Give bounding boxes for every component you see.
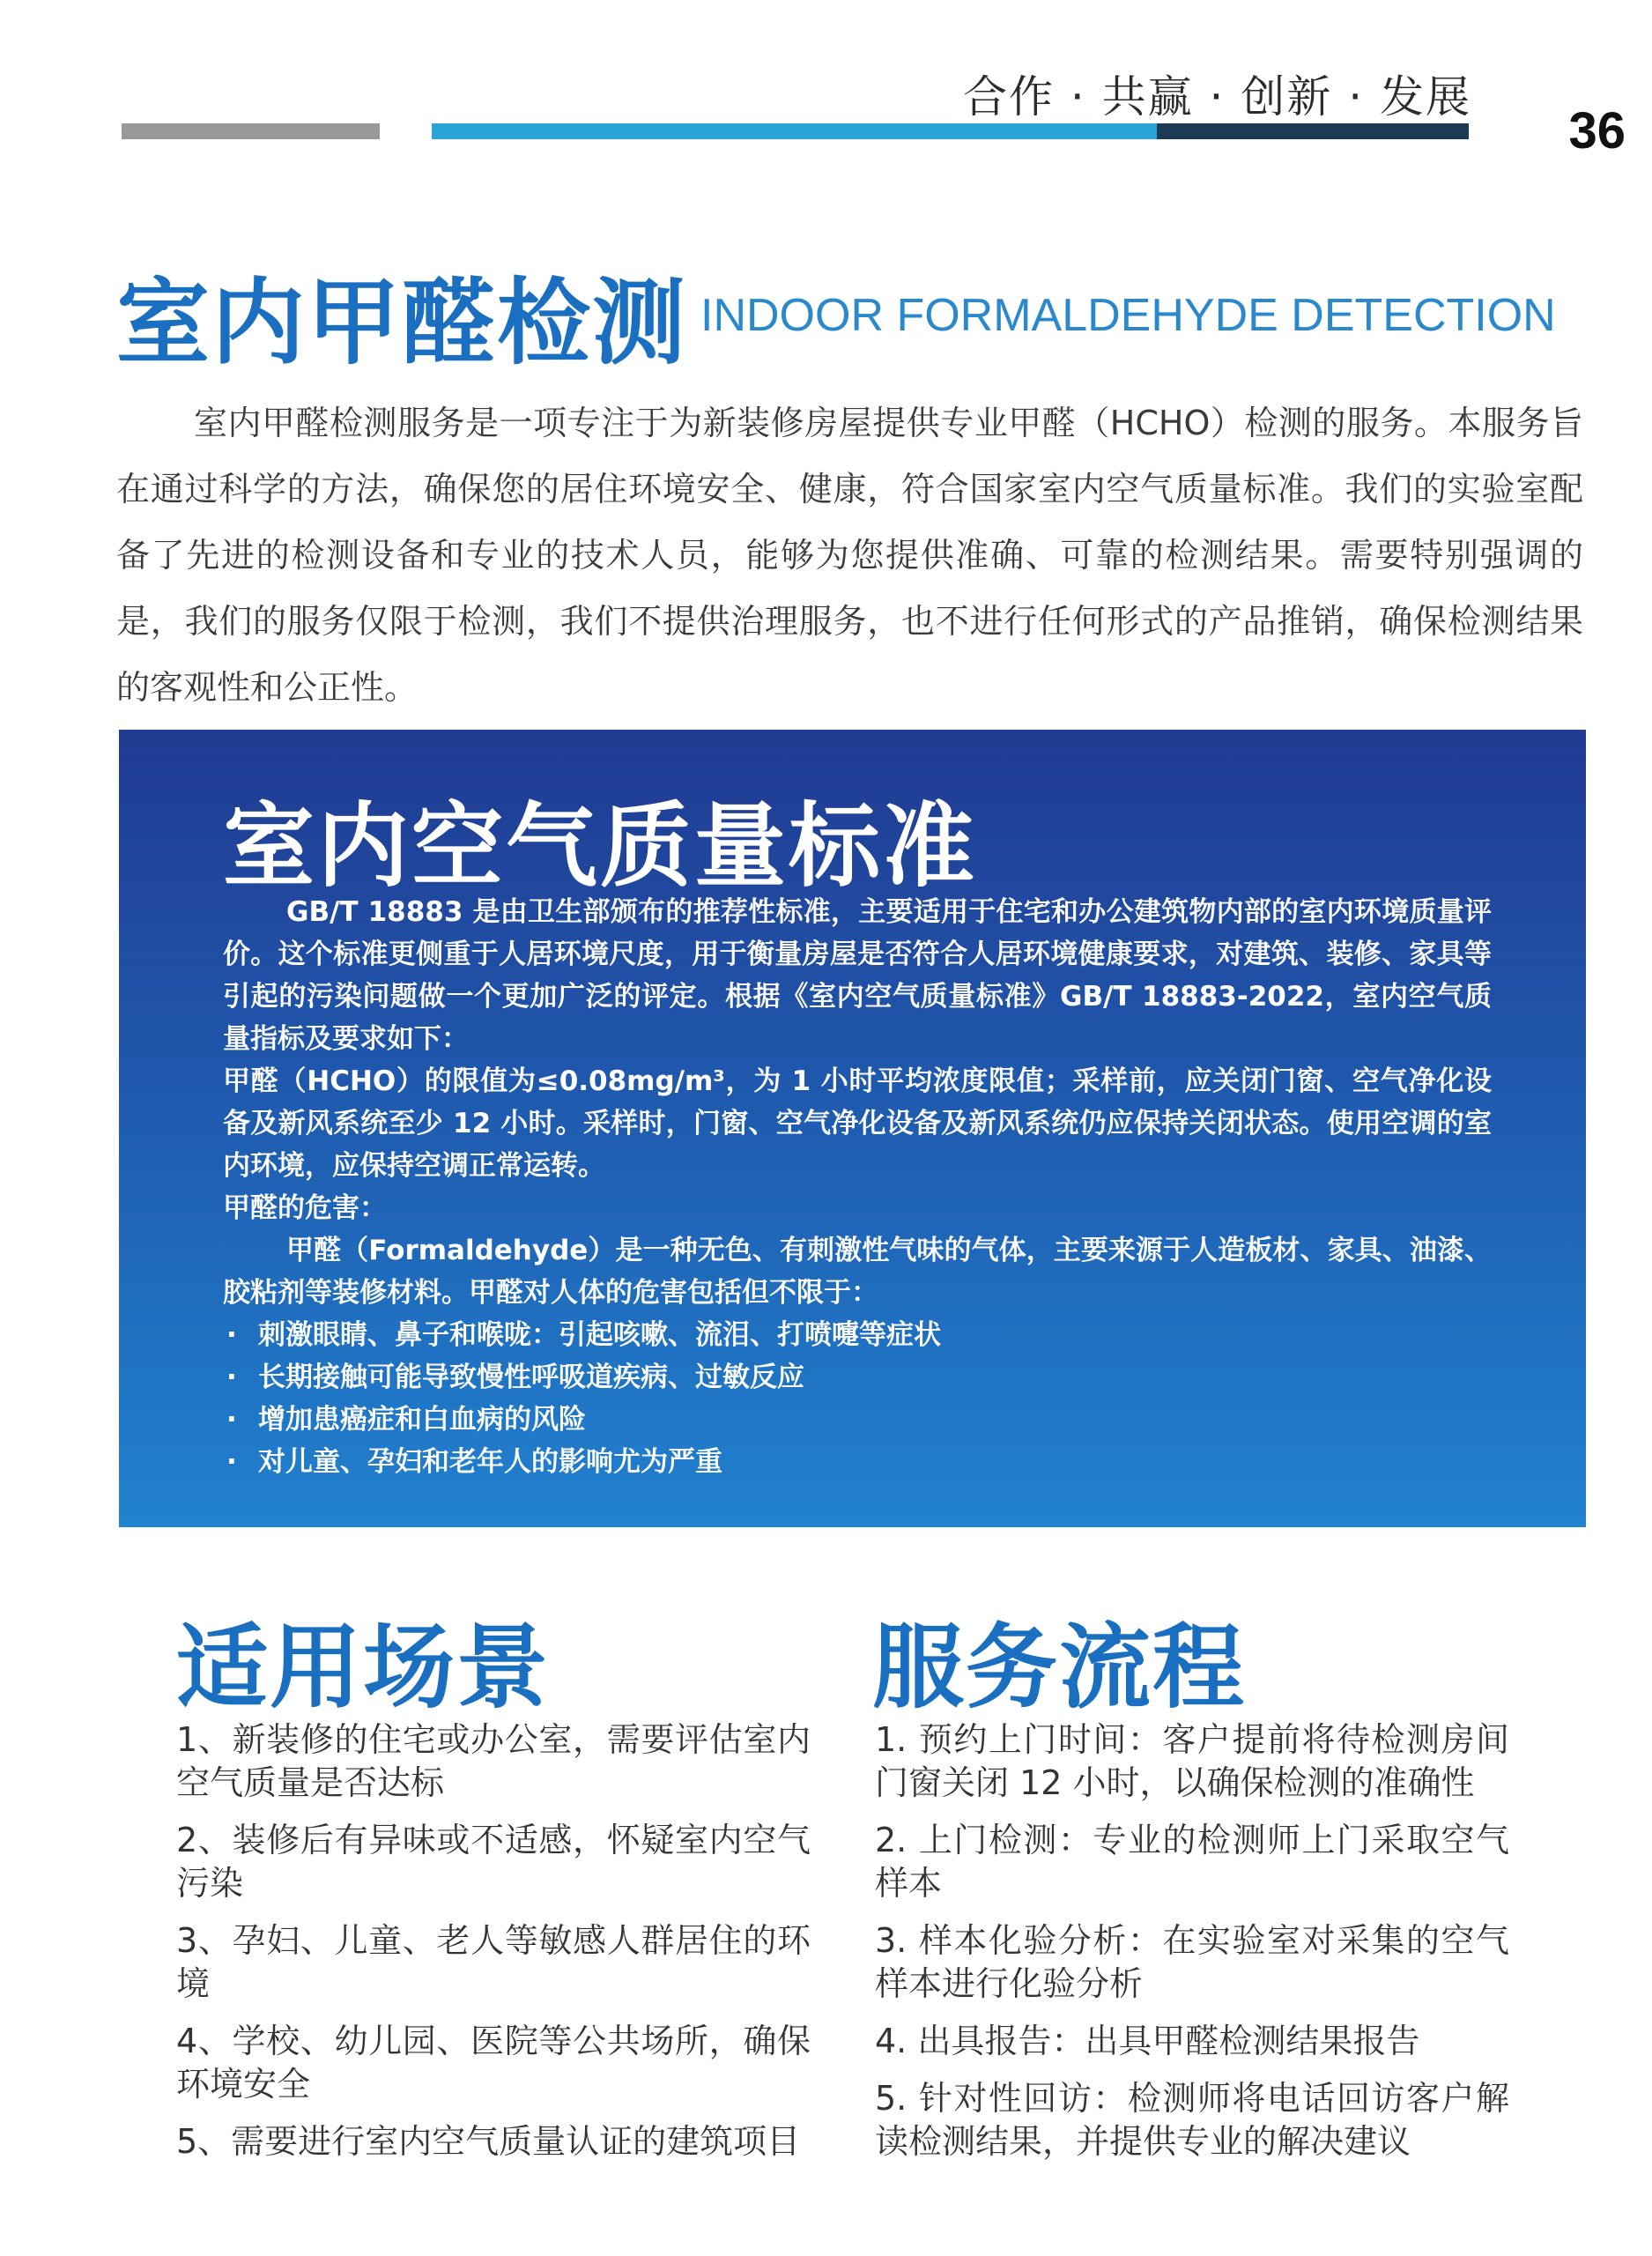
hazard-text: 长期接触可能导致慢性呼吸道疾病、过敏反应 [258, 1362, 804, 1393]
scene-item: 2、装修后有异味或不适感，怀疑室内空气污染 [176, 1821, 811, 1903]
standard-body [223, 891, 1492, 1483]
scenes-list [176, 1718, 811, 2178]
hazard-text: 增加患癌症和白血病的风险 [258, 1404, 586, 1436]
header-slogan: 合作 · 共赢 · 创新 · 发展 [962, 71, 1471, 122]
page-number: 36 [1568, 102, 1626, 160]
intro-paragraph: 室内甲醛检测服务是一项专注于为新装修房屋提供专业甲醛（HCHO）检测的服务。本服务旨在通过科学的方法，确保您的居住环境安全、健康，符合国家室内空气质量标准。我们的实验室配备了先进的检测设备和专业的技术人员，能够为您提供准确、可靠的检测结果。需要特别强调的是，我们的服务仅限于检测，我们不提供治理服务，也不进行任何形式的产品推销，确保检测结果的客观性和公正性。 [116, 404, 1583, 707]
bullet-mark: · [226, 1362, 237, 1393]
hazard-item [223, 1314, 1492, 1356]
hazard-item [223, 1399, 1492, 1441]
scene-item: 4、学校、幼儿园、医院等公共场所，确保环境安全 [176, 2022, 811, 2104]
page-title: 室内甲醛检测 [116, 269, 687, 377]
hazard-item [223, 1441, 1492, 1483]
hazard-paragraph: 甲醛（Formaldehyde）是一种无色、有刺激性气味的气体，主要来源于人造板材、家具、油漆、胶粘剂等装修材料。甲醛对人体的危害包括但不限于： [223, 1235, 1492, 1309]
standard-panel [119, 730, 1586, 1527]
standard-title: 室内空气质量标准 [223, 792, 978, 900]
process-step: 5. 针对性回访：检测师将电话回访客户解读检测结果，并提供专业的解决建议 [875, 2079, 1509, 2161]
process-step: 1. 预约上门时间：客户提前将待检测房间门窗关闭 12 小时，以确保检测的准确性 [875, 1720, 1509, 1802]
standard-paragraph-2: 甲醛（HCHO）的限值为≤0.08mg/m³，为 1 小时平均浓度限值；采样前，应关闭门窗、空气净化设备及新风系统至少 12 小时。采样时，门窗、空气净化设备及新风系统仍应保持关闭状态。使用空调的室内环境，应保持空调正常运转。 [223, 1065, 1492, 1182]
process-list [875, 1718, 1509, 2178]
bullet-mark: · [226, 1319, 237, 1351]
header-bar-dark [1157, 123, 1469, 139]
process-step: 3. 样本化验分析：在实验室对采集的空气样本进行化验分析 [875, 1921, 1509, 2003]
scene-item: 5、需要进行室内空气质量认证的建筑项目 [176, 2122, 801, 2161]
hazard-text: 刺激眼睛、鼻子和喉咙：引起咳嗽、流泪、打喷嚏等症状 [258, 1319, 941, 1351]
bullet-mark: · [226, 1446, 237, 1478]
process-title: 服务流程 [872, 1614, 1247, 1721]
bullet-mark: · [226, 1404, 237, 1436]
standard-paragraph-1: GB/T 18883 是由卫生部颁布的推荐性标准，主要适用于住宅和办公建筑物内部的室内环境质量评价。这个标准更侧重于人居环境尺度，用于衡量房屋是否符合人居环境健康要求，对建筑、装修、家具等引起的污染问题做一个更加广泛的评定。根据《室内空气质量标准》GB/T 18883-2022，室内空气质量指标及要求如下： [223, 896, 1492, 1055]
page-subtitle: INDOOR FORMALDEHYDE DETECTION [700, 290, 1556, 341]
header-bar-blue [432, 123, 1157, 139]
hazard-text: 对儿童、孕妇和老年人的影响尤为严重 [258, 1446, 722, 1478]
scenes-title: 适用场景 [176, 1614, 551, 1721]
scene-item: 1、新装修的住宅或办公室，需要评估室内空气质量是否达标 [176, 1720, 811, 1802]
scene-item: 3、孕妇、儿童、老人等敏感人群居住的环境 [176, 1921, 811, 2003]
process-step: 2. 上门检测：专业的检测师上门采取空气样本 [875, 1821, 1509, 1903]
hazard-item [223, 1356, 1492, 1399]
header-bar-gray [122, 123, 380, 139]
process-step: 4. 出具报告：出具甲醛检测结果报告 [875, 2022, 1420, 2060]
hazard-heading: 甲醛的危害： [223, 1192, 387, 1224]
